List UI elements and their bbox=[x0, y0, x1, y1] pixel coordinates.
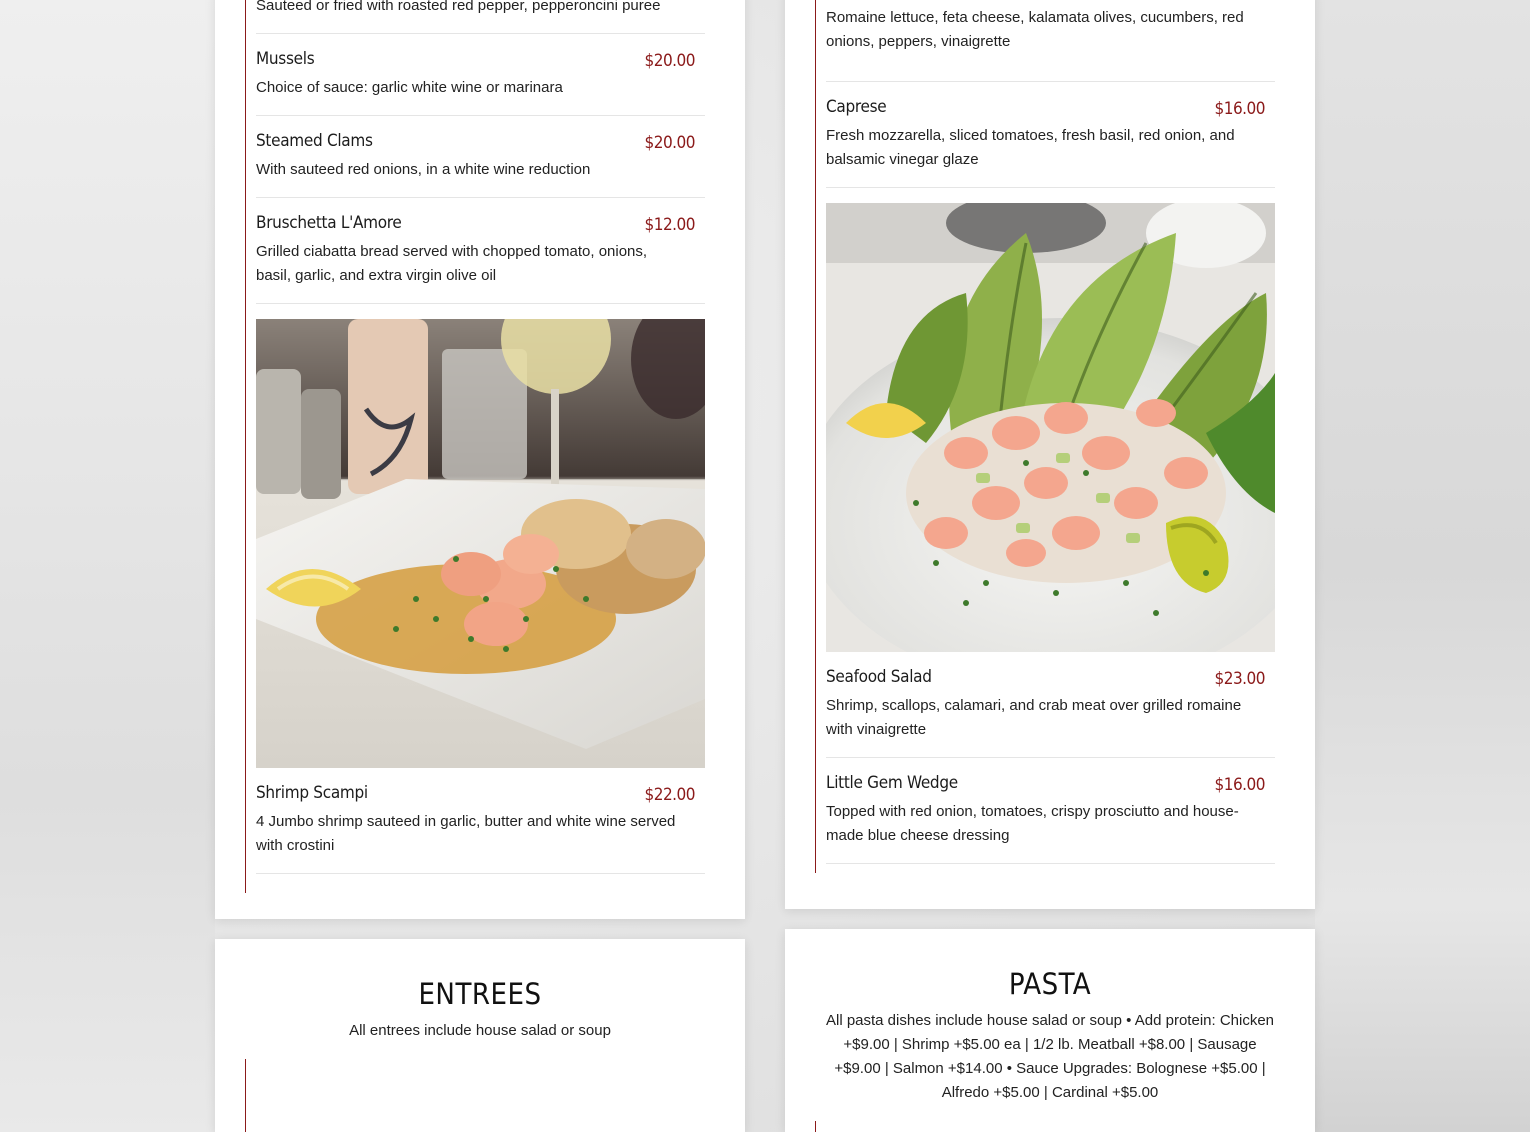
accent-rule bbox=[245, 1059, 246, 1132]
separator bbox=[256, 197, 705, 198]
item-description: Sauteed or fried with roasted red pepper, pepperoncini puree bbox=[256, 0, 661, 14]
background-left bbox=[0, 0, 215, 1132]
appetizers-card bbox=[215, 0, 745, 919]
item-name: Seafood Salad bbox=[826, 667, 932, 687]
menu-item-mussels bbox=[256, 48, 705, 118]
shrimp-scampi-image bbox=[256, 319, 705, 768]
item-name: Mussels bbox=[256, 49, 315, 69]
item-name: Bruschetta L'Amore bbox=[256, 213, 402, 233]
menu-item-caprese bbox=[826, 96, 1275, 186]
item-description: Topped with red onion, tomatoes, crispy prosciutto and house-made blue cheese dressing bbox=[826, 803, 1239, 844]
item-price: $20.00 bbox=[644, 133, 695, 153]
separator bbox=[826, 187, 1275, 188]
separator bbox=[256, 873, 705, 874]
item-name: Steamed Clams bbox=[256, 131, 373, 151]
shrimp-scampi-photo bbox=[256, 319, 705, 768]
seafood-salad-photo bbox=[826, 203, 1275, 652]
seafood-salad-image bbox=[826, 203, 1275, 652]
separator bbox=[256, 115, 705, 116]
item-price: $23.00 bbox=[1214, 669, 1265, 689]
item-price: $12.00 bbox=[644, 215, 695, 235]
item-price bbox=[1215, 0, 1266, 2]
item-name: Little Gem Wedge bbox=[826, 773, 958, 793]
accent-rule bbox=[245, 0, 246, 893]
separator bbox=[826, 863, 1275, 864]
separator bbox=[256, 303, 705, 304]
item-description: Choice of sauce: garlic white wine or marinara bbox=[256, 79, 563, 96]
accent-rule bbox=[815, 1121, 816, 1132]
menu-item-steamed-clams bbox=[256, 130, 705, 200]
item-description: Grilled ciabatta bread served with chopped tomato, onions, basil, garlic, and extra virgin olive oil bbox=[256, 243, 648, 284]
salads-card bbox=[785, 0, 1315, 909]
item-price: $16.00 bbox=[1214, 99, 1265, 119]
separator bbox=[256, 33, 705, 34]
item-price: $20.00 bbox=[644, 51, 695, 71]
menu-item-bruschetta bbox=[256, 212, 705, 302]
item-description: Fresh mozzarella, sliced tomatoes, fresh basil, red onion, and balsamic vinegar glaze bbox=[826, 127, 1235, 168]
section-note: All pasta dishes include house salad or soup • Add protein: Chicken +$9.00 | Shrimp +$5.00 ea | 1/2 lb. Meatball +$8.00 | Sausage +$9.00 | Salmon +$14.00 • Sauce Upgrades: Bolognese +$5.00 | Alfredo +$5.00 | Cardinal +$5.00 bbox=[825, 1012, 1275, 1101]
item-name: Shrimp Scampi bbox=[256, 783, 368, 803]
separator bbox=[826, 757, 1275, 758]
background-right bbox=[1315, 0, 1530, 1132]
section-title: ENTREES bbox=[418, 977, 542, 1011]
menu-item-greek-salad bbox=[826, 0, 1275, 68]
item-price: $16.00 bbox=[1214, 775, 1265, 795]
item-description: Romaine lettuce, feta cheese, kalamata olives, cucumbers, red onions, peppers, vinaigrette bbox=[826, 9, 1244, 50]
accent-rule bbox=[815, 0, 816, 873]
pasta-card bbox=[785, 929, 1315, 1132]
separator bbox=[826, 81, 1275, 82]
item-description: 4 Jumbo shrimp sauteed in garlic, butter and white wine served with crostini bbox=[256, 813, 676, 854]
item-price: $22.00 bbox=[644, 785, 695, 805]
menu-item-little-gem-wedge bbox=[826, 772, 1275, 862]
section-title: PASTA bbox=[1008, 967, 1092, 1001]
item-description: With sauteed red onions, in a white wine reduction bbox=[256, 161, 591, 178]
menu-item-seafood-salad bbox=[826, 666, 1275, 756]
item-description: Shrimp, scallops, calamari, and crab meat over grilled romaine with vinaigrette bbox=[826, 697, 1242, 738]
item-name: Caprese bbox=[826, 97, 887, 117]
entrees-card bbox=[215, 939, 745, 1132]
section-note: All entrees include house salad or soup bbox=[349, 1022, 611, 1039]
menu-item-shrimp-scampi bbox=[256, 782, 705, 872]
